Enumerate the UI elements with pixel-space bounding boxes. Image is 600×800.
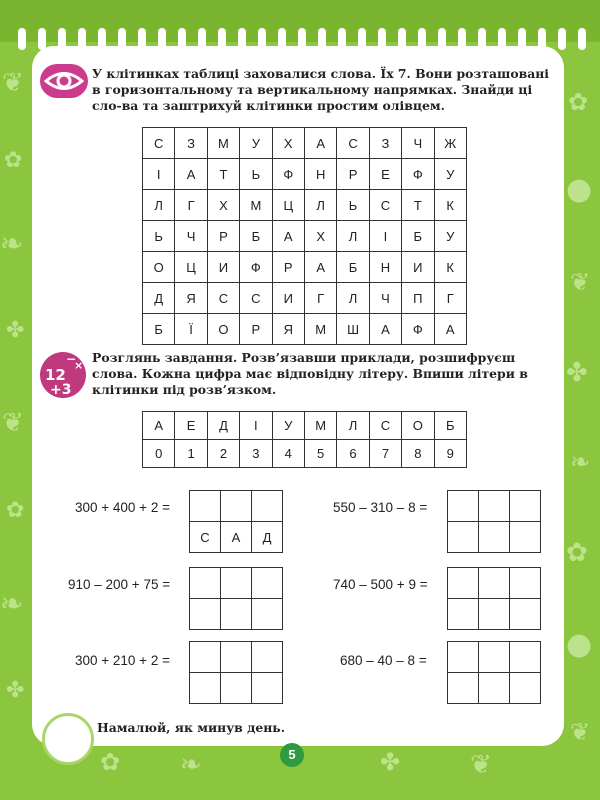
- grid-cell[interactable]: Б: [337, 252, 369, 283]
- key-letter: І: [240, 412, 272, 440]
- grid-cell[interactable]: Н: [304, 159, 336, 190]
- answer-letter-cell[interactable]: [190, 599, 221, 630]
- key-letter: О: [402, 412, 434, 440]
- answer-letter-cell[interactable]: [221, 599, 252, 630]
- grid-cell[interactable]: С: [207, 283, 239, 314]
- grid-cell[interactable]: Ч: [369, 283, 401, 314]
- answer-digit-cell[interactable]: [448, 568, 479, 599]
- grid-cell[interactable]: З: [175, 128, 207, 159]
- grid-cell[interactable]: С: [143, 128, 175, 159]
- grid-cell[interactable]: О: [207, 314, 239, 345]
- answer-letter-cell[interactable]: [448, 522, 479, 553]
- answer-digit-cell[interactable]: [190, 568, 221, 599]
- key-letter: С: [369, 412, 401, 440]
- grid-cell[interactable]: У: [434, 221, 466, 252]
- grid-cell[interactable]: Г: [304, 283, 336, 314]
- example-expression: 910 – 200 + 75 =: [68, 577, 171, 592]
- answer-letter-cell[interactable]: [479, 673, 510, 704]
- answer-digit-cell[interactable]: [221, 491, 252, 522]
- grid-cell[interactable]: Р: [272, 252, 304, 283]
- grid-cell[interactable]: М: [304, 314, 336, 345]
- answer-digit-cell[interactable]: [510, 491, 541, 522]
- grid-cell[interactable]: Н: [369, 252, 401, 283]
- page-number: 5: [280, 743, 304, 767]
- grid-cell[interactable]: С: [369, 190, 401, 221]
- answer-box: [189, 641, 283, 704]
- key-letter: Д: [207, 412, 239, 440]
- grid-cell[interactable]: Х: [304, 221, 336, 252]
- answer-digit-cell[interactable]: [252, 568, 283, 599]
- grid-cell[interactable]: Ї: [175, 314, 207, 345]
- answer-digit-cell[interactable]: [479, 642, 510, 673]
- grid-cell[interactable]: З: [369, 128, 401, 159]
- key-digit: 4: [272, 440, 304, 468]
- grid-cell[interactable]: А: [304, 128, 336, 159]
- answer-digit-cell[interactable]: [252, 642, 283, 673]
- grid-cell[interactable]: Л: [304, 190, 336, 221]
- grid-cell[interactable]: Р: [337, 159, 369, 190]
- grid-cell[interactable]: А: [304, 252, 336, 283]
- grid-cell[interactable]: А: [434, 314, 466, 345]
- grid-row: [143, 190, 467, 221]
- grid-cell[interactable]: І: [143, 159, 175, 190]
- answer-letter-cell[interactable]: [510, 673, 541, 704]
- task1-instruction: У клітинках таблиці заховалися слова. Їх 7. Вони розташовані в горизонтальному та вертикальному напрямках. Знайди ці сло-ва та заштрихуй клітинки простим олівцем.: [92, 66, 550, 113]
- grid-row: [143, 283, 467, 314]
- cipher-key-table: [142, 411, 467, 468]
- answer-letter-cell[interactable]: [448, 673, 479, 704]
- grid-cell[interactable]: Х: [207, 190, 239, 221]
- grid-cell[interactable]: С: [240, 283, 272, 314]
- grid-cell[interactable]: Я: [175, 283, 207, 314]
- grid-row: [143, 221, 467, 252]
- grid-cell[interactable]: М: [207, 128, 239, 159]
- grid-cell[interactable]: П: [402, 283, 434, 314]
- key-digit: 5: [304, 440, 336, 468]
- example-expression: 740 – 500 + 9 =: [333, 577, 428, 592]
- grid-cell[interactable]: Ь: [240, 159, 272, 190]
- answer-box: [447, 641, 541, 704]
- key-digit: 0: [143, 440, 175, 468]
- eye-icon: [40, 64, 88, 98]
- grid-cell[interactable]: И: [402, 252, 434, 283]
- grid-cell[interactable]: Ь: [143, 221, 175, 252]
- answer-box: [189, 490, 283, 553]
- grid-cell[interactable]: С: [337, 128, 369, 159]
- answer-letter-cell[interactable]: [190, 673, 221, 704]
- grid-cell[interactable]: Д: [143, 283, 175, 314]
- answer-letter-cell[interactable]: [252, 673, 283, 704]
- answer-digit-cell[interactable]: [252, 491, 283, 522]
- grid-cell[interactable]: Ф: [240, 252, 272, 283]
- key-digit: 1: [175, 440, 207, 468]
- key-letter: Е: [175, 412, 207, 440]
- grid-cell[interactable]: И: [272, 283, 304, 314]
- task3-instruction: Намалюй, як минув день.: [97, 720, 286, 735]
- grid-cell[interactable]: Ь: [337, 190, 369, 221]
- grid-cell[interactable]: Е: [369, 159, 401, 190]
- answer-letter-cell[interactable]: [252, 599, 283, 630]
- answer-digit-cell[interactable]: [510, 642, 541, 673]
- grid-cell[interactable]: К: [434, 252, 466, 283]
- grid-cell[interactable]: М: [240, 190, 272, 221]
- badge-bottom-digits: +3: [50, 382, 72, 398]
- answer-letter-cell[interactable]: С: [190, 522, 221, 553]
- example-expression: 300 + 400 + 2 =: [75, 500, 170, 515]
- grid-cell[interactable]: Б: [143, 314, 175, 345]
- badge-minus: −: [66, 352, 77, 366]
- grid-cell[interactable]: Т: [207, 159, 239, 190]
- grid-cell[interactable]: Б: [240, 221, 272, 252]
- key-digit-row: [143, 440, 467, 468]
- answer-box: [447, 567, 541, 630]
- key-letter: Л: [337, 412, 369, 440]
- grid-row: [143, 314, 467, 345]
- grid-cell[interactable]: Р: [240, 314, 272, 345]
- grid-cell[interactable]: Х: [272, 128, 304, 159]
- grid-row: [143, 159, 467, 190]
- key-letter: М: [304, 412, 336, 440]
- grid-cell[interactable]: А: [175, 159, 207, 190]
- grid-cell[interactable]: И: [207, 252, 239, 283]
- grid-cell[interactable]: К: [434, 190, 466, 221]
- grid-cell[interactable]: Г: [175, 190, 207, 221]
- answer-letter-cell[interactable]: [479, 599, 510, 630]
- answer-letter-cell[interactable]: [479, 522, 510, 553]
- grid-cell[interactable]: Ж: [434, 128, 466, 159]
- answer-digit-cell[interactable]: [190, 642, 221, 673]
- grid-cell[interactable]: Л: [143, 190, 175, 221]
- grid-cell[interactable]: Т: [402, 190, 434, 221]
- grid-cell[interactable]: Б: [402, 221, 434, 252]
- grid-cell[interactable]: Л: [337, 221, 369, 252]
- answer-digit-cell[interactable]: [221, 642, 252, 673]
- grid-cell[interactable]: У: [240, 128, 272, 159]
- grid-cell[interactable]: Ф: [402, 314, 434, 345]
- answer-digit-cell[interactable]: [448, 642, 479, 673]
- answer-digit-cell[interactable]: [510, 568, 541, 599]
- key-letter-row: [143, 412, 467, 440]
- key-letter: А: [143, 412, 175, 440]
- answer-digit-cell[interactable]: [479, 491, 510, 522]
- answer-letter-cell[interactable]: Д: [252, 522, 283, 553]
- grid-cell[interactable]: Ш: [337, 314, 369, 345]
- key-digit: 8: [402, 440, 434, 468]
- example-expression: 550 – 310 – 8 =: [333, 500, 428, 515]
- key-digit: 9: [434, 440, 466, 468]
- grid-cell[interactable]: Ч: [175, 221, 207, 252]
- grid-cell[interactable]: А: [369, 314, 401, 345]
- answer-digit-cell[interactable]: [479, 568, 510, 599]
- badge-times: ×: [74, 359, 84, 372]
- grid-cell[interactable]: Ф: [402, 159, 434, 190]
- grid-cell[interactable]: Ц: [272, 190, 304, 221]
- grid-cell[interactable]: Ц: [175, 252, 207, 283]
- grid-cell[interactable]: Г: [434, 283, 466, 314]
- grid-cell[interactable]: У: [434, 159, 466, 190]
- grid-cell[interactable]: Ф: [272, 159, 304, 190]
- key-digit: 3: [240, 440, 272, 468]
- answer-letter-cell[interactable]: А: [221, 522, 252, 553]
- grid-cell[interactable]: А: [272, 221, 304, 252]
- answer-letter-cell[interactable]: [510, 599, 541, 630]
- answer-letter-cell[interactable]: [221, 673, 252, 704]
- key-letter: У: [272, 412, 304, 440]
- grid-row: [143, 252, 467, 283]
- grid-cell[interactable]: Р: [207, 221, 239, 252]
- answer-letter-cell[interactable]: [448, 599, 479, 630]
- grid-cell[interactable]: І: [369, 221, 401, 252]
- grid-row: [143, 128, 467, 159]
- key-letter: Б: [434, 412, 466, 440]
- answer-letter-cell[interactable]: [510, 522, 541, 553]
- answer-box: [189, 567, 283, 630]
- key-digit: 6: [337, 440, 369, 468]
- grid-cell[interactable]: Л: [337, 283, 369, 314]
- math-operations-icon: [40, 352, 86, 398]
- grid-cell[interactable]: Я: [272, 314, 304, 345]
- answer-digit-cell[interactable]: [190, 491, 221, 522]
- example-expression: 300 + 210 + 2 =: [75, 653, 170, 668]
- grid-cell[interactable]: Ч: [402, 128, 434, 159]
- example-expression: 680 – 40 – 8 =: [340, 653, 427, 668]
- answer-digit-cell[interactable]: [221, 568, 252, 599]
- answer-box: [447, 490, 541, 553]
- badge-top-digits: 12: [45, 366, 66, 384]
- answer-digit-cell[interactable]: [448, 491, 479, 522]
- key-digit: 2: [207, 440, 239, 468]
- task2-instruction: Розглянь завдання. Розв’язавши приклади, розшифруєш слова. Кожна цифра має відповідну літеру. Впиши літери в клітинки під розв’язком.: [92, 350, 528, 397]
- drawing-circle[interactable]: [42, 713, 94, 765]
- grid-cell[interactable]: О: [143, 252, 175, 283]
- key-digit: 7: [369, 440, 401, 468]
- word-search-grid: [142, 127, 467, 345]
